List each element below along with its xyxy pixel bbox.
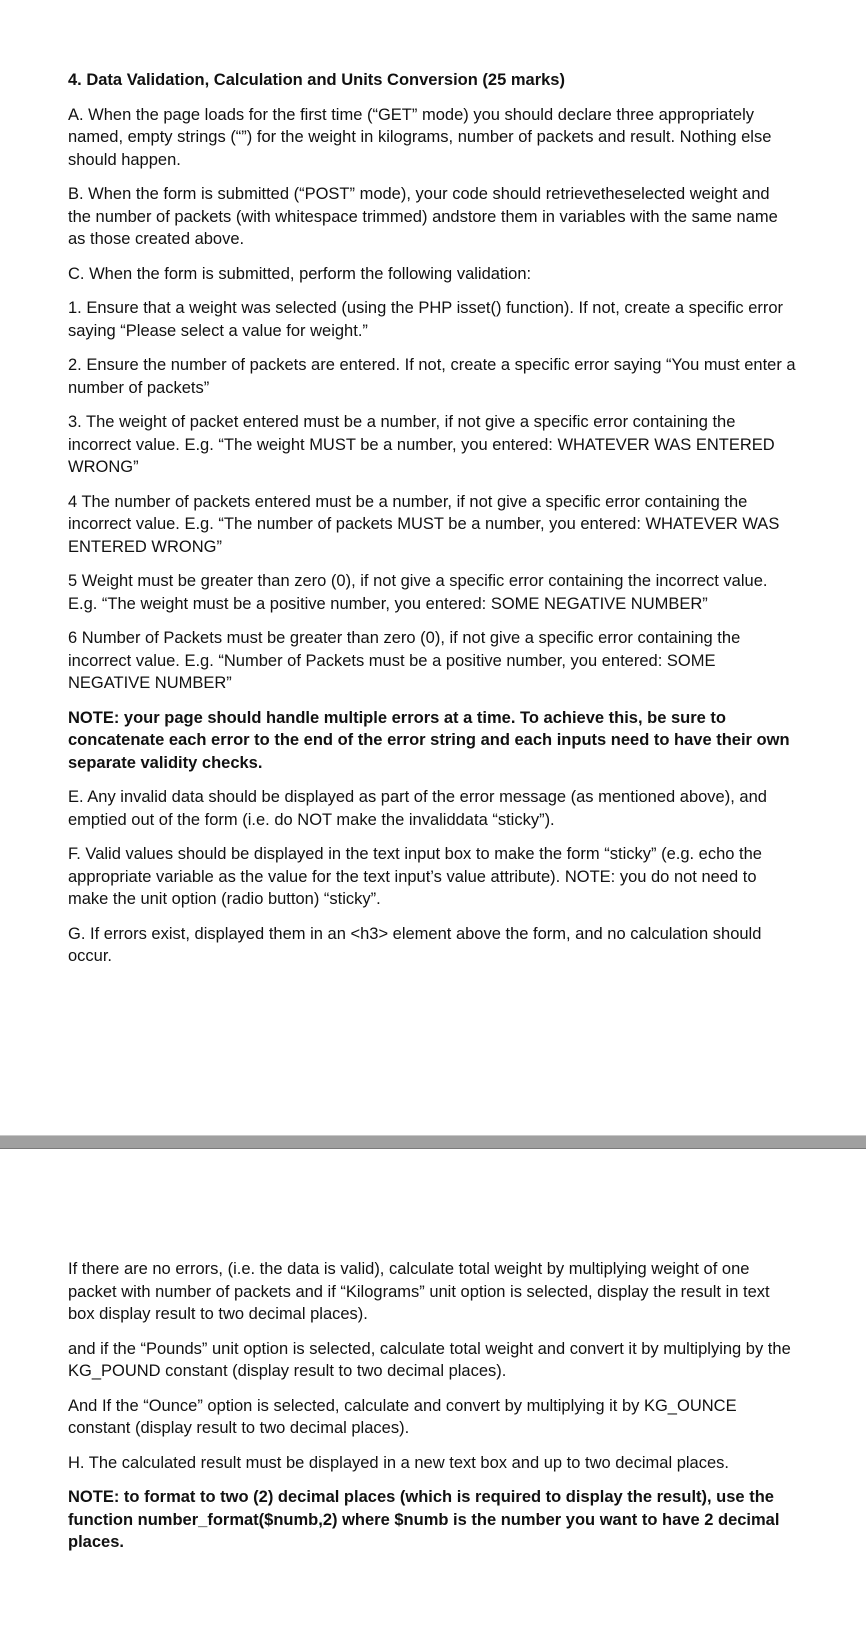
page-1-content [68,69,796,980]
validation-rule-1: 1. Ensure that a weight was selected (using the PHP isset() function). If not, create a specific error saying “Please select a value for weight.” [68,299,784,340]
validation-rule-4: 4 The number of packets entered must be a number, if not give a specific error containing the incorrect value. E.g. “The number of packets MUST be a number, you entered: WHATEVER WAS ENTERED WRONG” [68,492,780,556]
multiple-errors-note: NOTE: your page should handle multiple errors at a time. To achieve this, be sure to concatenate each error to the end of the error string and each inputs need to have their own separate validity checks. [68,708,790,772]
paragraph-g-errors-display: G. If errors exist, displayed them in an <h3> element above the form, and no calculation should occur. [68,924,762,965]
page-separator [0,1135,866,1149]
paragraph-b-form-submitted: B. When the form is submitted (“POST” mode), your code should retrievetheselected weight and the number of packets (with whitespace trimmed) andstore them in variables with the same name as those created above. [68,185,778,248]
paragraph-ounce-conversion: And If the “Ounce” option is selected, calculate and convert by multiplying it by KG_OUNCE constant (display result to two decimal places). [68,1396,737,1437]
page-2-content [68,1258,796,1566]
paragraph-e-invalid-data: E. Any invalid data should be displayed as part of the error message (as mentioned above), and emptied out of the form (i.e. do NOT make the invaliddata “sticky”). [68,788,767,829]
validation-rule-6: 6 Number of Packets must be greater than zero (0), if not give a specific error containing the incorrect value. E.g. “Number of Packets must be a positive number, you entered: SOME NEGATIVE NUMBER” [68,629,741,692]
paragraph-h-result-display: H. The calculated result must be displayed in a new text box and up to two decimal places. [68,1453,729,1472]
document-page-2 [0,1149,866,1650]
paragraph-f-sticky-values: F. Valid values should be displayed in the text input box to make the form “sticky” (e.g. echo the appropriate variable as the value for the text input’s value attribute). NOTE: you do not need to make the unit option (radio button) “sticky”. [68,845,762,908]
validation-rule-5: 5 Weight must be greater than zero (0), if not give a specific error containing the incorrect value. E.g. “The weight must be a positive number, you entered: SOME NEGATIVE NUMBER” [68,572,768,613]
section-heading: 4. Data Validation, Calculation and Units Conversion (25 marks) [68,71,565,89]
validation-rule-3: 3. The weight of packet entered must be a number, if not give a specific error containing the incorrect value. E.g. “The weight MUST be a number, you entered: WHATEVER WAS ENTERED WRONG” [68,413,775,476]
number-format-note: NOTE: to format to two (2) decimal places (which is required to display the result), use the function number_format($numb,2) where $numb is the number you want to have 2 decimal places. [68,1488,780,1551]
paragraph-pounds-conversion: and if the “Pounds” unit option is selected, calculate total weight and convert it by multiplying by the KG_POUND constant (display result to two decimal places). [68,1339,791,1380]
paragraph-a-page-load: A. When the page loads for the first time (“GET” mode) you should declare three appropriately named, empty strings (“”) for the weight in kilograms, number of packets and result. Nothing else should happen. [68,105,772,169]
paragraph-c-validation: C. When the form is submitted, perform the following validation: [68,264,532,283]
validation-rule-2: 2. Ensure the number of packets are entered. If not, create a specific error saying “You must enter a number of packets” [68,356,796,397]
paragraph-no-errors-calculation: If there are no errors, (i.e. the data is valid), calculate total weight by multiplying weight of one packet with number of packets and if “Kilograms” unit option is selected, display the result in text box display result to two decimal places). [68,1260,770,1323]
